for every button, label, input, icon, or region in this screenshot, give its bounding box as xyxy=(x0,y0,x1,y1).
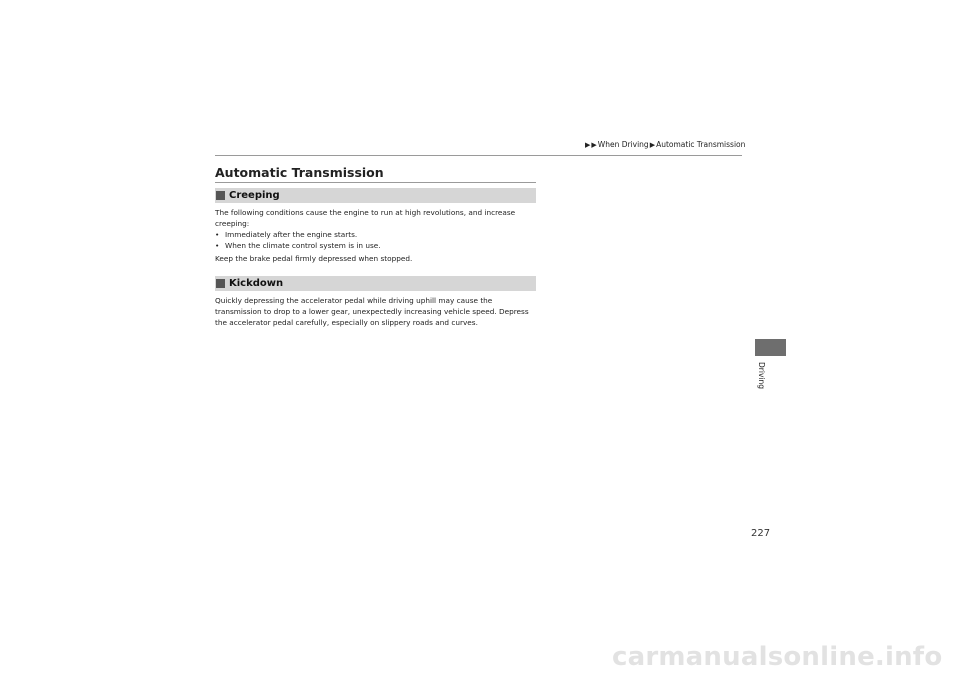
section-heading-label: Creeping xyxy=(229,190,280,201)
kickdown-line1: Quickly depressing the accelerator pedal while driving uphill may cause the xyxy=(215,296,493,305)
section-heading-kickdown xyxy=(215,276,536,291)
arrow-right-icon: ▶ xyxy=(649,140,656,149)
kickdown-line3: the accelerator pedal carefully, especially on slippery roads and curves. xyxy=(215,318,478,327)
bullet-text: Immediately after the engine starts. xyxy=(225,230,358,239)
creeping-outro: Keep the brake pedal firmly depressed when stopped. xyxy=(215,254,413,263)
creeping-bullet-list xyxy=(215,229,540,252)
bullet-dot-icon: • xyxy=(215,230,220,239)
creeping-intro-line2: creeping: xyxy=(215,219,250,228)
page-number: 227 xyxy=(751,528,771,539)
page-title: Automatic Transmission xyxy=(215,165,384,180)
arrow-right-icon: ▶ xyxy=(585,140,591,149)
arrow-right-icon: ▶ xyxy=(591,140,597,149)
chapter-tab-label: Driving xyxy=(757,362,766,389)
square-bullet-icon xyxy=(216,279,225,288)
kickdown-line2: transmission to drop to a lower gear, unexpectedly increasing vehicle speed. Depress xyxy=(215,307,529,316)
watermark: carmanualsonline.info xyxy=(612,642,943,672)
bullet-text: When the climate control system is in use. xyxy=(225,241,381,251)
title-divider xyxy=(215,182,536,183)
square-bullet-icon xyxy=(216,191,225,200)
breadcrumb-item-automatic-transmission[interactable]: Automatic Transmission xyxy=(656,140,746,149)
section-heading-label: Kickdown xyxy=(229,278,284,289)
list-item xyxy=(215,229,540,240)
bullet-dot-icon: • xyxy=(215,241,220,251)
breadcrumb xyxy=(585,140,745,149)
creeping-intro-line1: The following conditions cause the engine to run at high revolutions, and increase xyxy=(215,208,516,217)
section-heading-creeping xyxy=(215,188,536,203)
list-item xyxy=(215,240,540,251)
header-divider xyxy=(215,155,742,156)
breadcrumb-item-when-driving[interactable]: When Driving xyxy=(597,140,649,149)
chapter-tab[interactable] xyxy=(755,339,786,356)
